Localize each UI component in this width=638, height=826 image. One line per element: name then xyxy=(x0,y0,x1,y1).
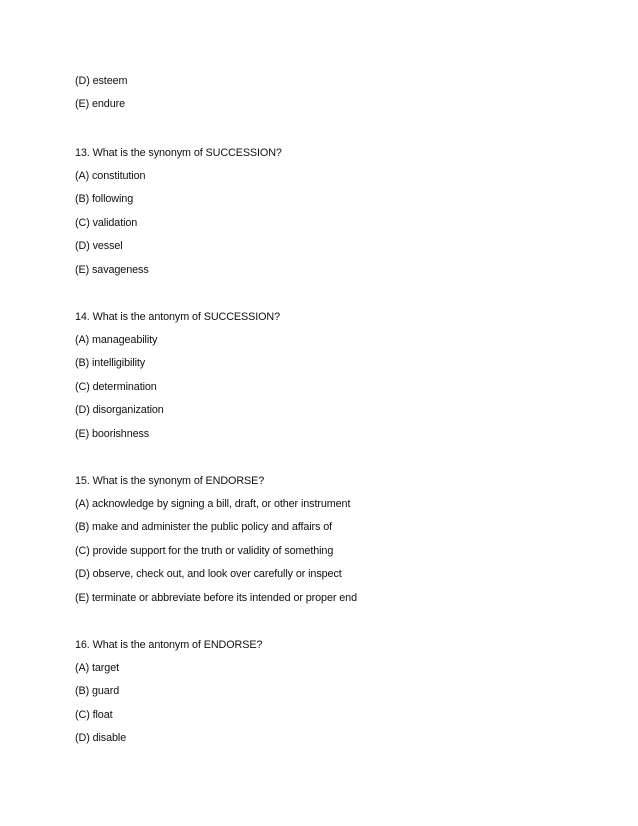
question-13-option-c: (C) validation xyxy=(75,217,138,229)
question-16-option-a: (A) target xyxy=(75,662,120,674)
question-15-option-d: (D) observe, check out, and look over carefully or inspect xyxy=(75,568,342,580)
question-13-option-a: (A) constitution xyxy=(75,170,146,182)
question-14-option-e: (E) boorishness xyxy=(75,428,150,440)
question-16-prompt: 16. What is the antonym of ENDORSE? xyxy=(75,639,263,651)
question-15-option-e: (E) terminate or abbreviate before its intended or proper end xyxy=(75,592,357,604)
question-15-prompt: 15. What is the synonym of ENDORSE? xyxy=(75,475,265,487)
question-14-option-a: (A) manageability xyxy=(75,334,158,346)
question-15-option-a: (A) acknowledge by signing a bill, draft, or other instrument xyxy=(75,498,351,510)
question-14-option-b: (B) intelligibility xyxy=(75,357,146,369)
question-13-prompt: 13. What is the synonym of SUCCESSION? xyxy=(75,147,282,159)
question-13-option-b: (B) following xyxy=(75,193,134,205)
question-14-prompt: 14. What is the antonym of SUCCESSION? xyxy=(75,311,281,323)
question-16-option-c: (C) float xyxy=(75,709,113,721)
question-15-option-b: (B) make and administer the public policy and affairs of xyxy=(75,521,333,533)
question-14-option-c: (C) determination xyxy=(75,381,157,393)
question-15-option-c: (C) provide support for the truth or validity of something xyxy=(75,545,334,557)
question-13-option-d: (D) vessel xyxy=(75,240,123,252)
carryover-option-d: (D) esteem xyxy=(75,75,128,87)
question-13-option-e: (E) savageness xyxy=(75,264,149,276)
question-16-option-b: (B) guard xyxy=(75,685,120,697)
question-16-option-d: (D) disable xyxy=(75,732,127,744)
question-14-option-d: (D) disorganization xyxy=(75,404,164,416)
carryover-option-e: (E) endure xyxy=(75,98,126,110)
